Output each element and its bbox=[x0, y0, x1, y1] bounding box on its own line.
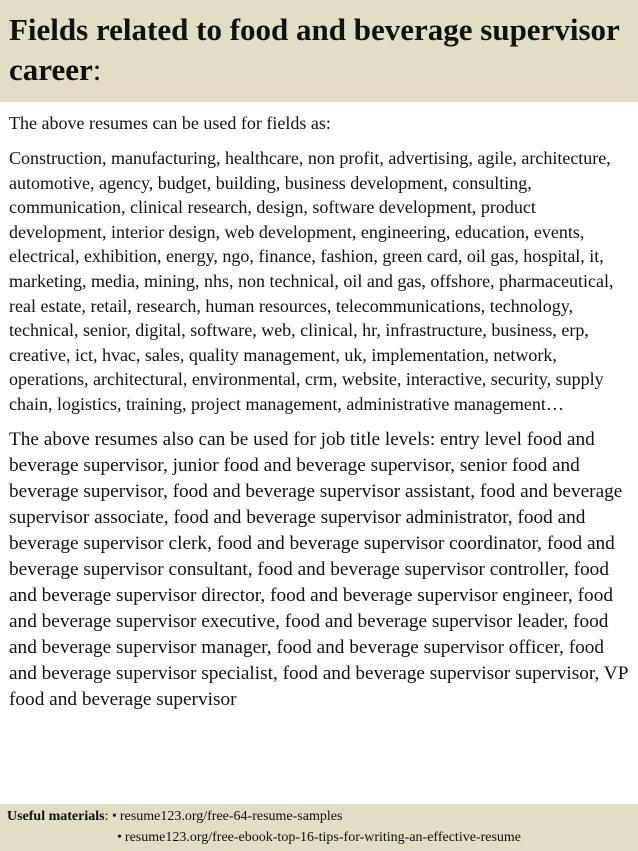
footer-row-1 bbox=[7, 806, 638, 827]
intro-text: The above resumes can be used for fields as: bbox=[9, 113, 331, 133]
footer-band bbox=[0, 804, 638, 851]
bullet-icon: • bbox=[117, 830, 122, 845]
title-band bbox=[0, 0, 638, 102]
title-colon: : bbox=[92, 52, 102, 87]
fields-list: Construction, manufacturing, healthcare, non profit, advertising, agile, architecture, automotive, agency, budget, building, business development, consulting, communication, clinical research, design, software development, product development, interior design, web development, engineering, education, events, electrical, exhibition, energy, ngo, finance, fashion, green card, oil gas, hospital, it, marketing, media, mining, nhs, non technical, oil and gas, offshore, pharmaceutical, real estate, retail, research, human resources, telecommunications, technology, technical, senior, digital, software, web, clinical, hr, infrastructure, business, erp, creative, ict, hvac, sales, quality management, uk, implementation, network, operations, architectural, environmental, crm, website, interactive, security, supply chain, logistics, training, project management, administrative management… bbox=[9, 148, 614, 414]
footer-row-2 bbox=[7, 827, 638, 848]
footer-link-2[interactable]: resume123.org/free-ebook-top-16-tips-for-writing-an-effective-resume bbox=[124, 830, 522, 845]
footer-link-1[interactable]: resume123.org/free-64-resume-samples bbox=[119, 809, 343, 824]
page-title bbox=[9, 10, 630, 90]
main-content bbox=[9, 107, 631, 804]
title-text: Fields related to food and beverage supervisor career bbox=[9, 12, 620, 87]
job-levels-text: The above resumes also can be used for job title levels: entry level food and beverage supervisor, junior food and beverage supervisor, senior food and beverage supervisor, food and beverage supervisor assistant, food and beverage supervisor associate, food and beverage supervisor administrator, food and beverage supervisor clerk, food and beverage supervisor coordinator, food and beverage supervisor consultant, food and beverage supervisor controller, food and beverage supervisor director, food and beverage supervisor engineer, food and beverage supervisor executive, food and beverage supervisor leader, food and beverage supervisor manager, food and beverage supervisor officer, food and beverage supervisor specialist, food and beverage supervisor supervisor, VP food and beverage supervisor bbox=[9, 428, 628, 711]
footer-label: Useful materials bbox=[7, 809, 105, 824]
footer-separator: : bbox=[104, 809, 112, 824]
bullet-icon: • bbox=[111, 809, 117, 824]
